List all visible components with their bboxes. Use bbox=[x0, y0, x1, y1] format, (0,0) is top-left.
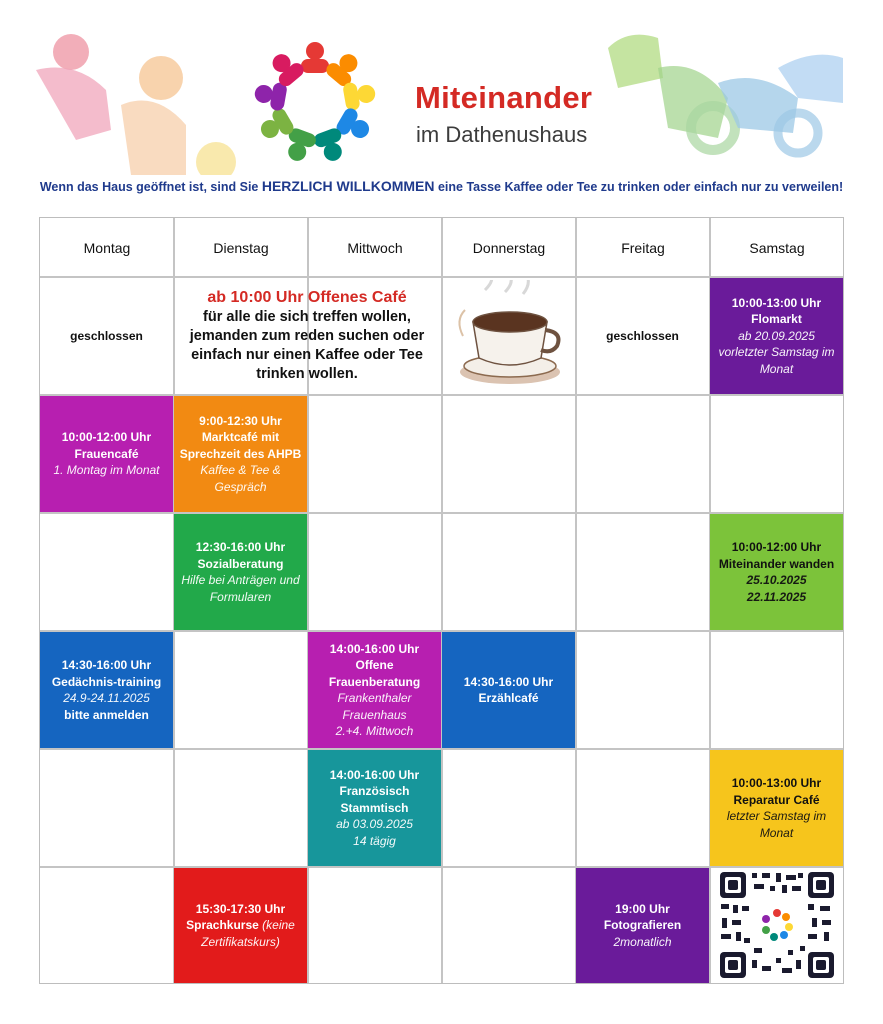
event-marktcafe bbox=[174, 396, 307, 512]
event-time: 14:30-16:00 Uhr bbox=[463, 674, 554, 689]
event-note: ab 03.09.2025 bbox=[336, 817, 413, 832]
event-title: Marktcafé mit Sprechzeit des AHPB bbox=[179, 430, 302, 461]
event-flomarkt bbox=[710, 278, 843, 394]
event-time: 19:00 Uhr bbox=[615, 901, 670, 916]
welcome-emphasis: HERZLICH WILLKOMMEN bbox=[261, 178, 435, 194]
logo-circle-people-icon bbox=[240, 33, 390, 173]
welcome-text-end: eine Tasse Kaffee oder Tee zu trinken oder einfach nur zu verweilen! bbox=[434, 180, 844, 194]
qr-code-icon[interactable] bbox=[718, 870, 836, 980]
event-note: (keine Zertifikatskurs) bbox=[201, 918, 295, 949]
event-note: 1. Montag im Monat bbox=[53, 463, 160, 478]
event-note: 2monatlich bbox=[613, 934, 672, 949]
event-title: Sprachkurse bbox=[186, 918, 259, 933]
event-title: Fotografieren bbox=[603, 918, 682, 933]
day-header-mittwoch: Mittwoch bbox=[347, 239, 403, 256]
event-sozialberatung bbox=[174, 514, 307, 630]
cell-open-cafe bbox=[176, 278, 438, 394]
grid-line bbox=[441, 218, 443, 983]
event-title: Reparatur Café bbox=[733, 792, 820, 807]
event-note: Kaffee & Tee & Gespräch bbox=[200, 463, 281, 494]
event-time: 10:00-13:00 Uhr bbox=[731, 776, 822, 790]
event-note: 24.9-24.11.2025 bbox=[63, 691, 150, 705]
grid-line bbox=[40, 866, 843, 868]
welcome-text-start: Wenn das Haus geöffnet ist, sind Sie bbox=[39, 180, 262, 194]
event-reparatur-cafe bbox=[710, 750, 843, 866]
event-erzaehlcafe bbox=[442, 632, 575, 748]
event-time: 14:30-16:00 Uhr bbox=[61, 658, 152, 672]
day-header-dienstag: Dienstag bbox=[213, 239, 269, 256]
page-title: Miteinander bbox=[415, 80, 593, 115]
event-title: Flomarkt bbox=[751, 312, 802, 327]
event-note: Hilfe bei Anträgen und Formularen bbox=[181, 573, 300, 604]
event-gedaechnistraining bbox=[40, 632, 173, 748]
day-header-donnerstag: Donnerstag bbox=[472, 239, 546, 256]
decorative-figures-left bbox=[36, 30, 236, 175]
event-note: vorletzter Samstag im Monat bbox=[718, 345, 835, 376]
event-extra: bitte anmelden bbox=[64, 707, 149, 722]
event-sprachkurse bbox=[174, 868, 307, 983]
event-franzoesisch-stammtisch bbox=[308, 750, 441, 866]
event-title: Sozialberatung bbox=[197, 556, 284, 571]
event-time: 14:00-16:00 Uhr bbox=[329, 767, 420, 782]
event-frauenberatung bbox=[308, 632, 441, 748]
page-subtitle: im Dathenushaus bbox=[416, 122, 588, 147]
event-date: 25.10.2025 bbox=[746, 573, 807, 587]
header bbox=[0, 0, 883, 175]
event-extra: 2.+4. Mittwoch bbox=[335, 724, 414, 738]
event-time: 14:00-16:00 Uhr bbox=[329, 641, 420, 656]
event-wandern bbox=[710, 514, 843, 630]
event-title: Offene Frauenberatung bbox=[328, 658, 421, 689]
event-frauencafe bbox=[40, 396, 173, 512]
event-date: 22.11.2025 bbox=[746, 589, 807, 604]
weekly-schedule-table bbox=[39, 217, 844, 984]
event-time: 15:30-17:30 Uhr bbox=[195, 901, 286, 916]
event-note: ab 20.09.2025 bbox=[738, 328, 815, 343]
event-title: Gedächnis-training bbox=[51, 674, 162, 689]
decorative-figures-right bbox=[598, 28, 848, 163]
event-title: Miteinander wanden bbox=[718, 556, 835, 571]
day-header-freitag: Freitag bbox=[621, 239, 665, 256]
event-title: Französisch Stammtisch bbox=[339, 784, 410, 815]
event-time: 9:00-12:30 Uhr bbox=[199, 413, 282, 428]
day-header-samstag: Samstag bbox=[749, 239, 805, 256]
cafe-description: für alle die sich treffen wollen, jemanden zum reden suchen oder einfach nur einen Kaffee oder Tee trinken wollen. bbox=[189, 309, 425, 382]
cell-monday-closed: geschlossen bbox=[70, 328, 143, 343]
event-title: Frauencafé bbox=[74, 446, 139, 461]
event-time: 12:30-16:00 Uhr bbox=[195, 540, 286, 554]
event-time: 10:00-12:00 Uhr bbox=[61, 430, 152, 445]
event-time: 10:00-13:00 Uhr bbox=[731, 295, 822, 310]
cafe-heading: ab 10:00 Uhr Offenes Café bbox=[207, 289, 407, 306]
event-time: 10:00-12:00 Uhr bbox=[731, 540, 822, 554]
coffee-cup-icon bbox=[445, 280, 571, 392]
cell-friday-closed: geschlossen bbox=[606, 328, 679, 343]
day-header-montag: Montag bbox=[83, 239, 131, 256]
event-fotografieren bbox=[576, 868, 709, 983]
event-extra: 14 tägig bbox=[353, 833, 396, 848]
welcome-message bbox=[30, 178, 853, 195]
event-note: letzter Samstag im Monat bbox=[726, 809, 827, 840]
event-title: Erzählcafé bbox=[478, 691, 539, 705]
event-note: Frankenthaler Frauenhaus bbox=[337, 691, 412, 722]
